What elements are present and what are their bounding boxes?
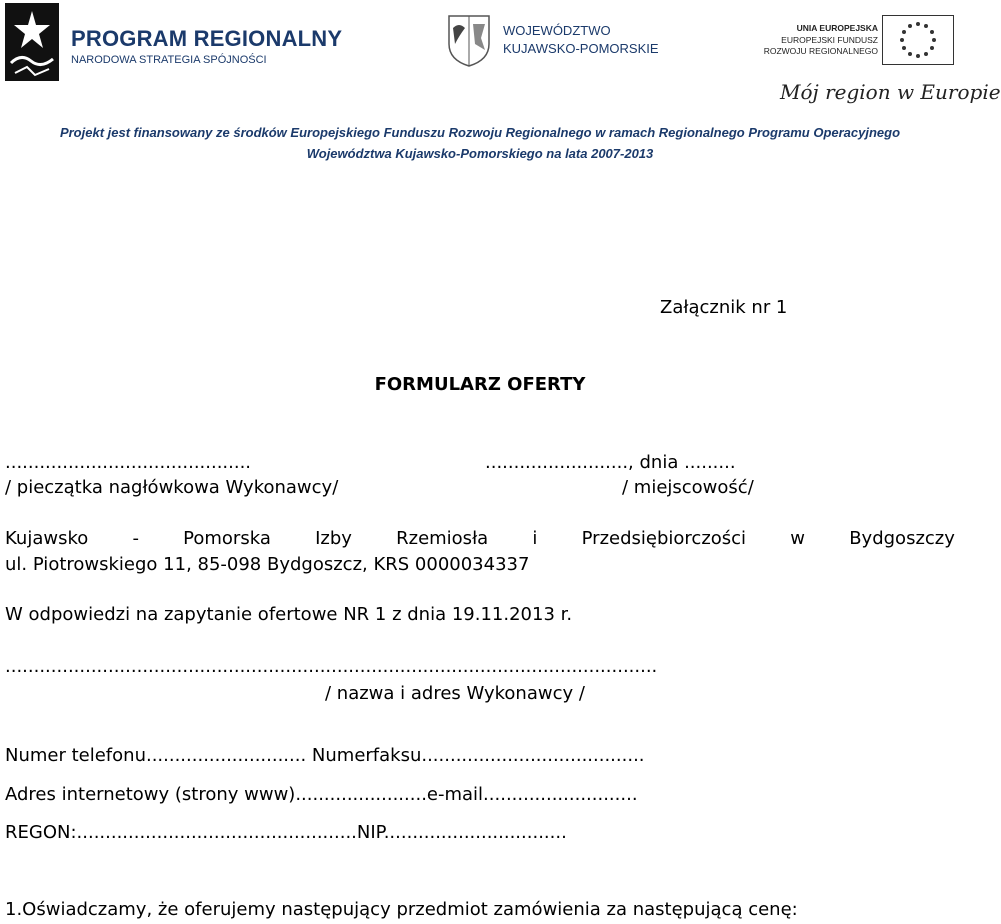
recipient-word: w — [790, 528, 805, 549]
eu-logo-line2: EUROPEJSKI FUNDUSZ — [781, 35, 878, 45]
website-email-line: Adres internetowy (strony www).......................e-mail........................... — [5, 784, 638, 805]
coat-of-arms-icon — [447, 14, 491, 68]
funding-note-line2: Województwa Kujawsko-Pomorskiego na lata 2007-2013 — [306, 146, 654, 161]
recipient-word: - — [132, 528, 139, 549]
recipient-word: Izby — [315, 528, 352, 549]
stamp-dots: ........................................... — [5, 452, 252, 473]
contractor-dots: .................................................................................................................. — [5, 656, 658, 677]
eu-flag-icon — [882, 15, 954, 65]
region-logo-line1: WOJEWÓDZTWO — [503, 23, 611, 38]
eu-logo-line3: ROZWOJU REGIONALNEGO — [763, 46, 878, 56]
place-date-dots: ........................., dnia ......... — [485, 452, 736, 473]
recipient-word: Bydgoszczy — [849, 528, 955, 549]
eu-logo-line1: UNIA EUROPEJSKA — [796, 23, 878, 33]
eu-logo — [763, 15, 960, 70]
recipient-line1 — [5, 528, 955, 549]
recipient-word: Rzemiosła — [396, 528, 489, 549]
attachment-label: Załącznik nr 1 — [660, 297, 788, 318]
regon-nip-line: REGON:.................................................NIP................................ — [5, 822, 567, 843]
program-logo-subtitle: NARODOWA STRATEGIA SPÓJNOŚCI — [71, 54, 267, 66]
recipient-word: i — [532, 528, 538, 549]
form-title: FORMULARZ OFERTY — [374, 374, 586, 395]
reply-line: W odpowiedzi na zapytanie ofertowe NR 1 z dnia 19.11.2013 r. — [5, 604, 573, 625]
recipient-word: Pomorska — [183, 528, 271, 549]
region-logo-line2: KUJAWSKO-POMORSKIE — [503, 41, 659, 56]
recipient-word: Kujawsko — [5, 528, 89, 549]
funding-note-line1: Projekt jest finansowany ze środków Europejskiego Funduszu Rozwoju Regionalnego w ramach Regionalnego Programu Operacyjnego — [59, 125, 901, 140]
program-regionalny-logo — [5, 3, 343, 83]
program-logo-title: PROGRAM REGIONALNY — [71, 26, 343, 51]
region-logo — [447, 14, 667, 70]
recipient-word: Przedsiębiorczości — [581, 528, 747, 549]
slogan: Mój region w Europie — [780, 80, 1001, 104]
phone-fax-line: Numer telefonu............................ Numerfaksu....................................... — [5, 745, 645, 766]
place-label: / miejscowość/ — [622, 477, 754, 498]
recipient-line2: ul. Piotrowskiego 11, 85-098 Bydgoszcz, KRS 0000034337 — [5, 554, 530, 575]
declaration-line: 1.Oświadczamy, że oferujemy następujący przedmiot zamówienia za następującą cenę: — [5, 899, 798, 920]
star-emblem-icon — [5, 3, 59, 81]
contractor-label: / nazwa i adres Wykonawcy / — [325, 683, 585, 704]
stamp-label: / pieczątka nagłówkowa Wykonawcy/ — [5, 477, 339, 498]
